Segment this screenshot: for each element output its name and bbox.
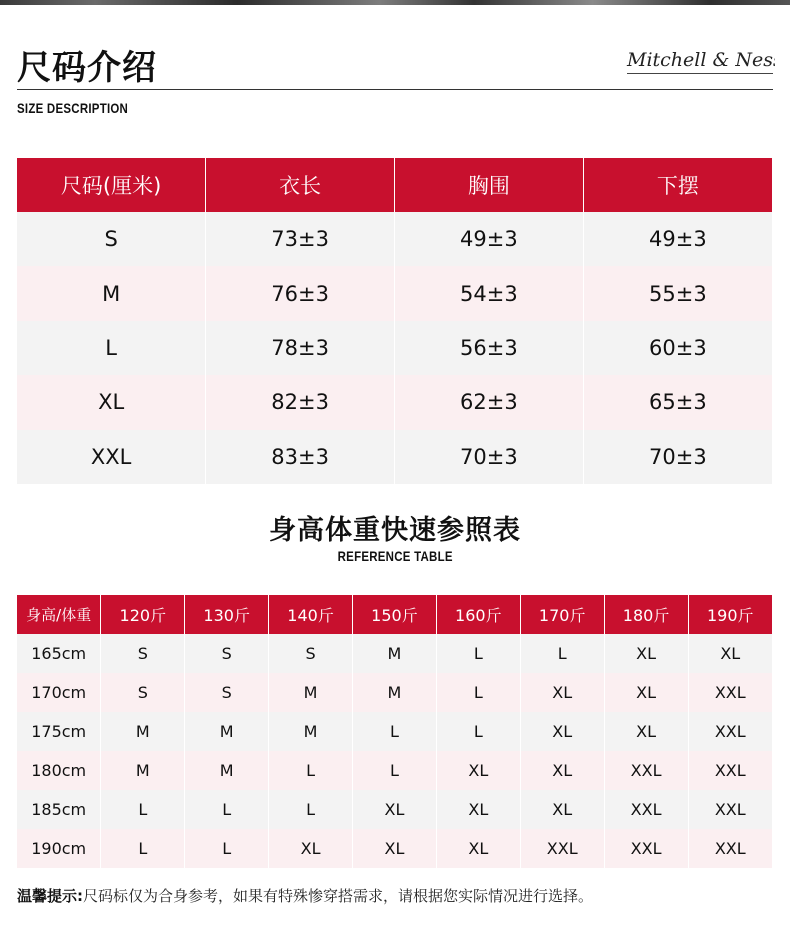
table-row: [17, 375, 772, 429]
table-cell: M: [185, 751, 269, 790]
table-cell: 190cm: [17, 829, 101, 868]
table-cell: M: [353, 673, 437, 712]
size-col-header: 尺码(厘米): [17, 158, 206, 212]
table-cell: XL: [436, 751, 520, 790]
reference-table-header: [17, 595, 772, 634]
table-cell: S: [185, 673, 269, 712]
table-row: [17, 634, 772, 673]
table-cell: 76±3: [206, 266, 395, 320]
table-cell: M: [185, 712, 269, 751]
table-cell: 56±3: [395, 321, 584, 375]
table-row: [17, 673, 772, 712]
size-col-header: 衣长: [206, 158, 395, 212]
svg-text:Mitchell & Ness: Mitchell & Ness: [627, 49, 775, 71]
ref-col-header: 120斤: [101, 595, 185, 634]
table-cell: XXL: [688, 751, 772, 790]
table-cell: XL: [520, 673, 604, 712]
table-cell: 165cm: [17, 634, 101, 673]
table-cell: 78±3: [206, 321, 395, 375]
table-cell: 55±3: [583, 266, 772, 320]
table-cell: 49±3: [583, 212, 772, 266]
table-cell: L: [101, 829, 185, 868]
table-cell: S: [185, 634, 269, 673]
page-subtitle: SIZE DESCRIPTION: [17, 100, 129, 116]
logo-underline: [627, 73, 773, 74]
ref-col-header: 170斤: [520, 595, 604, 634]
table-cell: L: [353, 751, 437, 790]
table-row: [17, 430, 772, 484]
ref-col-header: 190斤: [688, 595, 772, 634]
table-cell: XL: [269, 829, 353, 868]
table-row: [17, 751, 772, 790]
table-cell: L: [269, 790, 353, 829]
table-cell: L: [269, 751, 353, 790]
table-cell: 65±3: [583, 375, 772, 429]
table-cell: S: [101, 673, 185, 712]
table-cell: 170cm: [17, 673, 101, 712]
table-cell: XXL: [520, 829, 604, 868]
table-cell: XL: [436, 790, 520, 829]
table-row: [17, 829, 772, 868]
table-cell: L: [436, 712, 520, 751]
table-cell: XXL: [688, 712, 772, 751]
table-cell: XL: [17, 375, 206, 429]
table-cell: XL: [353, 790, 437, 829]
ref-col-header: 身高/体重: [17, 595, 101, 634]
table-cell: M: [101, 751, 185, 790]
table-cell: XXL: [688, 673, 772, 712]
table-cell: 49±3: [395, 212, 584, 266]
table-cell: S: [101, 634, 185, 673]
table-cell: L: [353, 712, 437, 751]
table-cell: XL: [353, 829, 437, 868]
table-cell: XL: [436, 829, 520, 868]
table-row: [17, 266, 772, 320]
size-tip: [17, 885, 593, 906]
reference-subtitle: [0, 548, 790, 564]
table-cell: XL: [520, 751, 604, 790]
table-cell: L: [17, 321, 206, 375]
table-cell: S: [269, 634, 353, 673]
table-cell: L: [101, 790, 185, 829]
ref-col-header: 130斤: [185, 595, 269, 634]
table-cell: 175cm: [17, 712, 101, 751]
table-cell: M: [101, 712, 185, 751]
table-cell: M: [269, 712, 353, 751]
table-row: [17, 790, 772, 829]
table-cell: 83±3: [206, 430, 395, 484]
ref-col-header: 180斤: [604, 595, 688, 634]
table-cell: XL: [604, 634, 688, 673]
reference-subtitle-text: REFERENCE TABLE: [337, 548, 453, 564]
table-cell: XXL: [604, 829, 688, 868]
ref-col-header: 150斤: [353, 595, 437, 634]
table-row: [17, 212, 772, 266]
size-table-header: [17, 158, 772, 212]
table-cell: XL: [604, 712, 688, 751]
table-cell: XXL: [688, 829, 772, 868]
table-cell: 60±3: [583, 321, 772, 375]
table-row: [17, 321, 772, 375]
tip-text: 尺码标仅为合身参考，如果有特殊惨穿搭需求，请根据您实际情况进行选择。: [83, 887, 594, 905]
table-cell: M: [17, 266, 206, 320]
reference-table: [17, 595, 772, 868]
table-cell: XL: [688, 634, 772, 673]
table-cell: 73±3: [206, 212, 395, 266]
size-col-header: 胸围: [395, 158, 584, 212]
ref-col-header: 140斤: [269, 595, 353, 634]
table-cell: M: [269, 673, 353, 712]
title-divider: [17, 89, 773, 90]
table-cell: L: [436, 673, 520, 712]
table-cell: XL: [520, 790, 604, 829]
table-cell: XL: [604, 673, 688, 712]
table-cell: 62±3: [395, 375, 584, 429]
table-cell: 185cm: [17, 790, 101, 829]
table-cell: 54±3: [395, 266, 584, 320]
table-cell: XXL: [604, 790, 688, 829]
table-cell: M: [353, 634, 437, 673]
table-cell: 70±3: [395, 430, 584, 484]
top-photo-strip: [0, 0, 790, 5]
tip-label: 温馨提示:: [17, 887, 83, 905]
page-title: 尺码介绍: [17, 48, 157, 88]
table-cell: L: [185, 790, 269, 829]
table-cell: XXL: [688, 790, 772, 829]
table-cell: L: [520, 634, 604, 673]
reference-title: 身高体重快速参照表: [269, 515, 521, 546]
ref-col-header: 160斤: [436, 595, 520, 634]
table-cell: XL: [520, 712, 604, 751]
table-cell: 82±3: [206, 375, 395, 429]
size-col-header: 下摆: [583, 158, 772, 212]
table-row: [17, 712, 772, 751]
table-cell: 70±3: [583, 430, 772, 484]
table-cell: XXL: [17, 430, 206, 484]
size-table: [17, 158, 772, 484]
table-cell: 180cm: [17, 751, 101, 790]
table-cell: XXL: [604, 751, 688, 790]
table-cell: S: [17, 212, 206, 266]
table-cell: L: [185, 829, 269, 868]
table-cell: L: [436, 634, 520, 673]
